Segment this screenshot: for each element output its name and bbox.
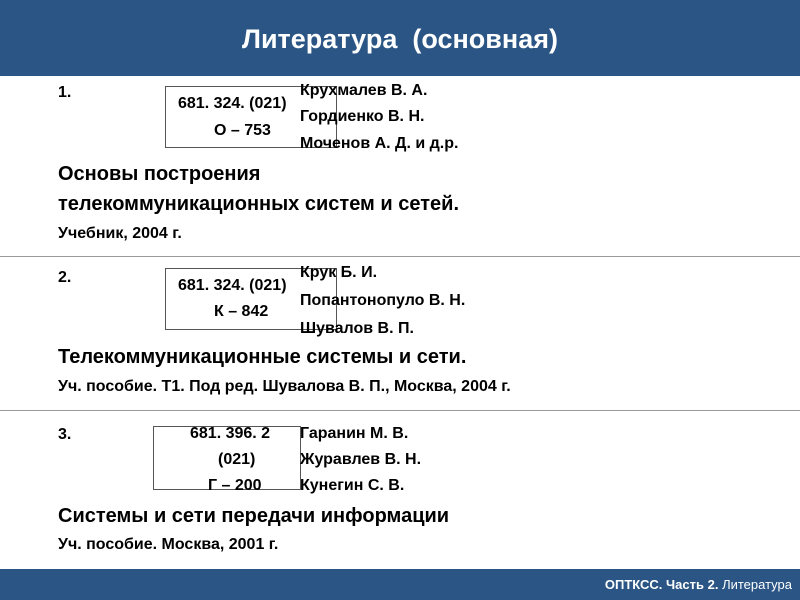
- entry-2-author: Шувалов В. П.: [300, 320, 414, 337]
- entry-1-author: Моченов А. Д. и д.р.: [300, 135, 459, 152]
- footer-course-label: ОПТКСС. Часть 2.: [604, 577, 719, 592]
- entry-1-author: Гордиенко В. Н.: [300, 108, 425, 125]
- entry-divider: [0, 256, 800, 257]
- entry-2-author: Крук Б. И.: [300, 264, 378, 281]
- footer-caption: [605, 569, 792, 600]
- entry-3-title: Системы и сети передачи информации: [58, 505, 450, 527]
- entry-2-code-line: 681. 324. (021): [178, 277, 287, 294]
- footer-section-label: Литература: [722, 577, 792, 592]
- entry-2-note: Уч. пособие. Т1. Под ред. Шувалова В. П., Москва, 2004 г.: [58, 378, 511, 395]
- entry-2-code-line: К – 842: [214, 303, 269, 320]
- entry-divider: [0, 410, 800, 411]
- page-title: Литература (основная): [242, 24, 558, 54]
- entry-1-title: телекоммуникационных систем и сетей.: [58, 193, 460, 215]
- entry-2-title: Телекоммуникационные системы и сети.: [58, 346, 467, 368]
- entry-2-number: 2.: [58, 269, 72, 286]
- entry-3-author: Журавлев В. Н.: [300, 451, 422, 468]
- entry-1-number: 1.: [58, 84, 72, 101]
- entry-1-title: Основы построения: [58, 163, 261, 185]
- entry-3-code-line: 681. 396. 2: [190, 425, 271, 442]
- entry-1-author: Крухмалев В. А.: [300, 82, 428, 99]
- entry-3-author: Гаранин М. В.: [300, 425, 409, 442]
- entry-3-number: 3.: [58, 426, 72, 443]
- entry-3-code-line: Г – 200: [208, 477, 262, 494]
- entry-3-code-line: (021): [218, 451, 256, 468]
- entry-2-author: Попантонопуло В. Н.: [300, 292, 466, 309]
- footer-bar: [0, 569, 800, 600]
- entry-3-author: Кунегин С. В.: [300, 477, 405, 494]
- entry-1-code-line: 681. 324. (021): [178, 95, 287, 112]
- entry-1-note: Учебник, 2004 г.: [58, 225, 182, 242]
- entry-3-note: Уч. пособие. Москва, 2001 г.: [58, 536, 279, 553]
- entry-1-code-line: О – 753: [214, 122, 271, 139]
